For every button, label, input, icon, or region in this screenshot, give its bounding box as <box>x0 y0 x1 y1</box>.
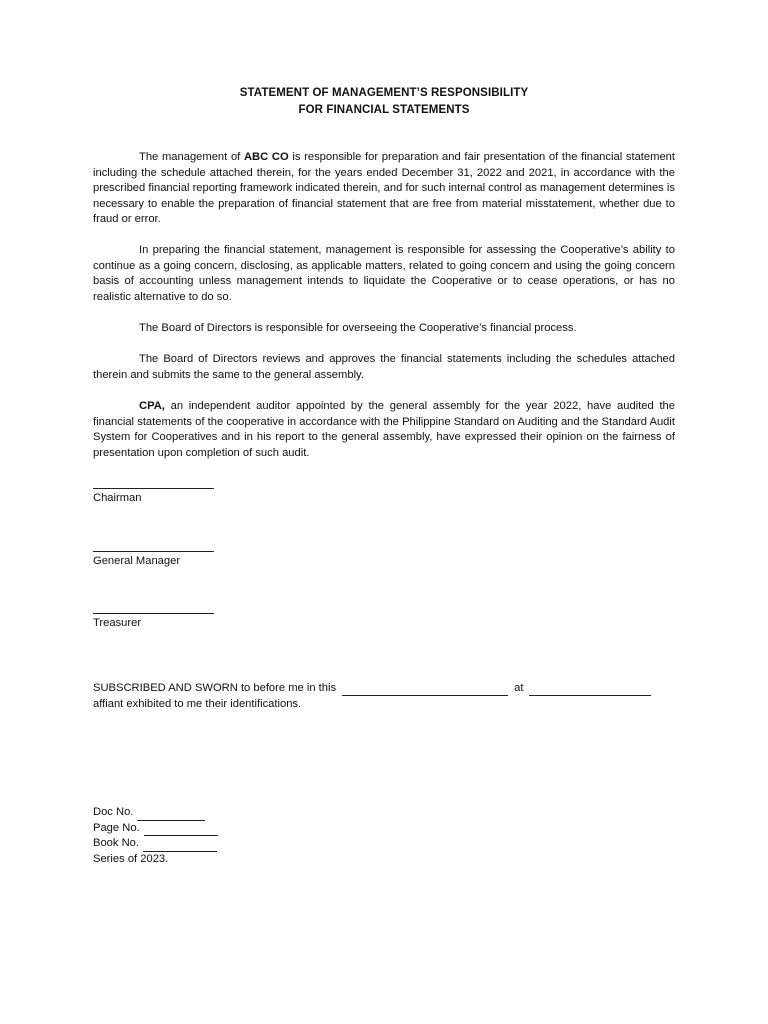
signature-block-general-manager <box>93 551 214 567</box>
jurat-text-at: at <box>514 682 524 694</box>
paragraph-management-responsibility <box>93 150 675 228</box>
company-name: ABC CO <box>243 151 289 163</box>
jurat-text-pre: SUBSCRIBED AND SWORN to before me in this <box>93 682 337 694</box>
notary-doc-blank <box>137 809 205 821</box>
signatory-treasurer-label: Treasurer <box>93 617 142 629</box>
notary-book-blank <box>143 840 217 852</box>
signature-block-treasurer <box>93 613 214 629</box>
document-title-line1: STATEMENT OF MANAGEMENT’S RESPONSIBILITY <box>239 87 529 99</box>
jurat-block <box>93 680 675 712</box>
paragraph-board-approval <box>93 352 675 383</box>
paragraph-board-oversight <box>93 321 675 337</box>
p1-text-pre: The management of <box>139 151 244 163</box>
p5-text: an independent auditor appointed by the general assembly for the year 2022, have audited the financial statements of the cooperative in accordance with the Philippine Standard on Auditing and the Standard Audit System for Cooperatives and in his report to the general assembly, have expressed their opinion on the fairness of presentation upon completion of such audit. <box>93 400 675 459</box>
notary-series-label: Series of 2023. <box>93 852 169 865</box>
document-title-line2: FOR FINANCIAL STATEMENTS <box>298 104 470 116</box>
jurat-place-blank <box>529 684 651 696</box>
notary-page-label: Page No. <box>93 821 140 834</box>
notary-doc-label: Doc No. <box>93 806 134 818</box>
signature-line <box>93 613 214 614</box>
paragraph-auditor <box>93 399 675 461</box>
notary-book-label: Book No. <box>93 837 140 849</box>
notary-block <box>93 805 218 867</box>
p4-text: The Board of Directors reviews and approves the financial statements including the schedules attached therein and submits the same to the general assembly. <box>93 353 675 381</box>
signatory-general-manager-label: General Manager <box>93 555 181 567</box>
auditor-name: CPA, <box>139 400 165 412</box>
paragraph-going-concern <box>93 243 675 305</box>
p3-text: The Board of Directors is responsible for overseeing the Cooperative’s financial process. <box>139 322 577 334</box>
jurat-text-line2: affiant exhibited to me their identifications. <box>93 698 302 710</box>
signatory-chairman-label: Chairman <box>93 492 142 504</box>
signature-block-chairman <box>93 488 214 504</box>
p2-text: In preparing the financial statement, management is responsible for assessing the Cooperative’s ability to continue as a going concern, disclosing, as applicable matters, related to going concern and using the going concern basis of accounting unless management intends to liquidate the Cooperative or to cease operations, or has no realistic alternative to do so. <box>93 244 675 303</box>
p1-text-post: is responsible for preparation and fair presentation of the financial statement including the schedule attached therein, for the years ended December 31, 2022 and 2021, in accordance with the prescribed financial reporting framework indicated therein, and for such internal control as management determines is necessary to enable the preparation of financial statement that are free from material misstatement, whether due to fraud or error. <box>93 151 676 226</box>
jurat-date-blank <box>342 684 508 696</box>
signature-line <box>93 488 214 489</box>
notary-page-blank <box>144 824 218 836</box>
signature-line <box>93 551 214 552</box>
